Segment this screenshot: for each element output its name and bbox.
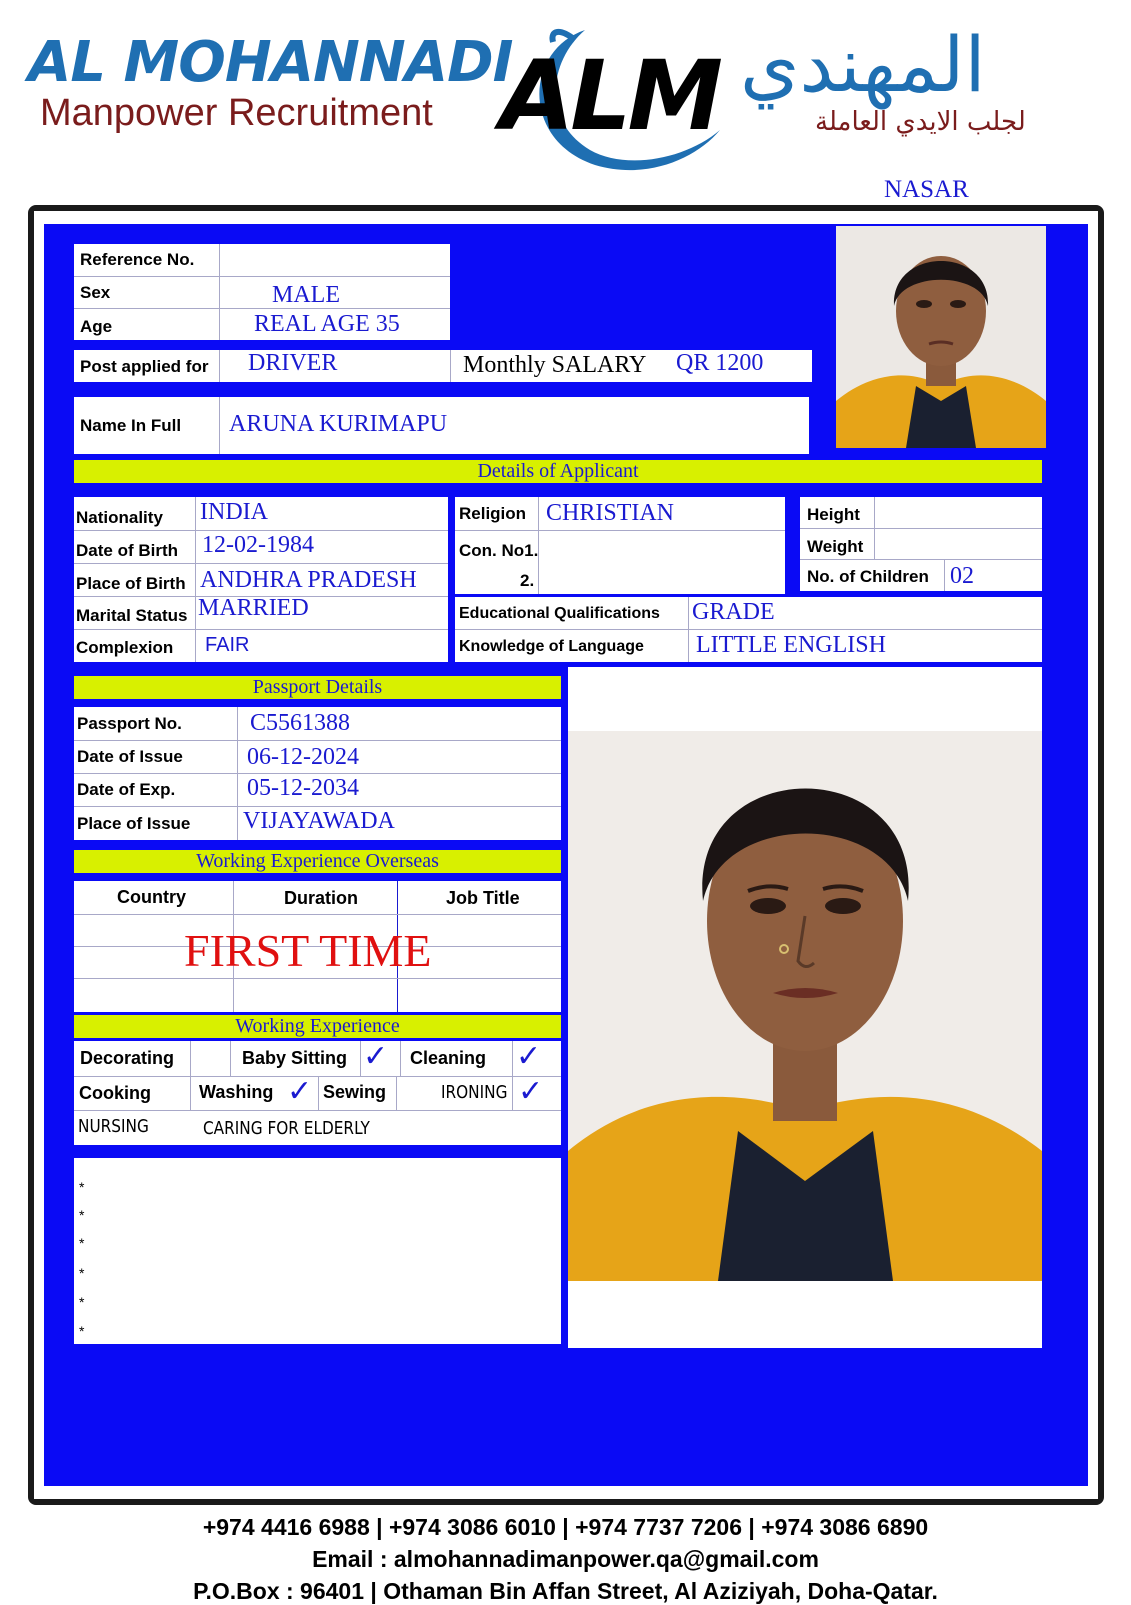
note-bullet: * (79, 1323, 85, 1339)
note-bullet: * (79, 1179, 85, 1195)
note-bullet: * (79, 1294, 85, 1310)
washing-check-icon: ✓ (287, 1074, 313, 1109)
marital-label: Marital Status (76, 606, 188, 625)
name-value: ARUNA KURIMAPU (229, 411, 448, 437)
exp-decorating: Decorating (80, 1048, 175, 1068)
note-bullet: * (79, 1265, 85, 1281)
exp-date-value: 05-12-2034 (247, 775, 359, 801)
place-issue-value: VIJAYAWADA (243, 808, 395, 834)
pob-label: Place of Birth (76, 574, 186, 593)
education-value: GRADE (692, 599, 775, 625)
salary-label: Monthly SALARY (463, 352, 647, 378)
con1-label: Con. No1. (459, 541, 539, 560)
issue-date-value: 06-12-2024 (247, 744, 359, 770)
weight-label: Weight (807, 537, 864, 556)
post-label: Post applied for (80, 357, 209, 376)
experience-header: Working Experience (74, 1015, 561, 1038)
marital-value: MARRIED (198, 595, 309, 621)
footer-phones: +974 4416 6988 | +974 3086 6010 | +974 7737 7206 | +974 3086 6890 (202, 1514, 929, 1540)
complexion-label: Complexion (76, 638, 174, 657)
company-name: AL MOHANNADI (28, 30, 513, 95)
details-header: Details of Applicant (74, 460, 1042, 483)
note-bullet: * (79, 1235, 85, 1251)
height-label: Height (807, 505, 860, 524)
arabic-tagline: لجلب الايدي العاملة (815, 107, 1026, 137)
age-value: REAL AGE 35 (254, 311, 400, 337)
company-subtitle: Manpower Recruitment (40, 92, 433, 134)
language-label: Knowledge of Language (459, 638, 644, 655)
place-issue-label: Place of Issue (77, 814, 191, 833)
children-label: No. of Children (807, 567, 929, 586)
exp-date-label: Date of Exp. (77, 780, 176, 799)
col-country: Country (117, 887, 186, 907)
religion-label: Religion (459, 504, 527, 523)
notes-box (74, 1158, 561, 1344)
salary-value: QR 1200 (676, 350, 764, 376)
issue-date-label: Date of Issue (77, 747, 183, 766)
post-value: DRIVER (248, 350, 338, 376)
dob-label: Date of Birth (76, 541, 178, 560)
complexion-value: FAIR (205, 634, 250, 656)
dob-value: 12-02-1984 (202, 532, 314, 558)
language-value: LITTLE ENGLISH (696, 632, 886, 658)
exp-caring-elderly: CARING FOR ELDERLY (203, 1118, 370, 1139)
passport-no-value: C5561388 (250, 710, 351, 736)
cleaning-check-icon: ✓ (516, 1039, 542, 1074)
nationality-label: Nationality (76, 508, 163, 527)
arabic-company-name: المهندي (740, 20, 986, 109)
con2-label: 2. (520, 571, 535, 590)
pob-value: ANDHRA PRADESH (200, 567, 417, 593)
exp-nursing: NURSING (78, 1116, 149, 1137)
exp-ironing: IRONING (441, 1082, 508, 1103)
nationality-value: INDIA (200, 499, 268, 525)
portrait-small-icon (836, 226, 1046, 448)
reference-label: Reference No. (80, 250, 195, 269)
exp-baby-sitting: Baby Sitting (242, 1048, 348, 1068)
age-label: Age (80, 317, 113, 336)
footer-email: Email : almohannadimanpower.qa@gmail.com (312, 1546, 819, 1572)
exp-washing: Washing (199, 1082, 274, 1102)
exp-sewing: Sewing (323, 1082, 387, 1102)
sex-label: Sex (80, 283, 111, 302)
children-value: 02 (950, 563, 974, 589)
baby-sitting-check-icon: ✓ (363, 1039, 389, 1074)
portrait-large-icon (568, 731, 1042, 1281)
religion-value: CHRISTIAN (546, 500, 675, 526)
first-time-stamp: FIRST TIME (184, 925, 432, 976)
ironing-check-icon: ✓ (518, 1074, 544, 1109)
footer-address: P.O.Box : 96401 | Othaman Bin Affan Street, Al Aziziyah, Doha-Qatar. (193, 1578, 938, 1604)
logo-mark: ALM (500, 40, 719, 152)
col-duration: Duration (284, 888, 358, 908)
sex-value: MALE (272, 282, 340, 308)
passport-no-label: Passport No. (77, 714, 182, 733)
note-bullet: * (79, 1207, 85, 1223)
applicant-photo-large (568, 731, 1042, 1281)
exp-cleaning: Cleaning (410, 1048, 487, 1068)
exp-cooking: Cooking (79, 1083, 151, 1103)
passport-header: Passport Details (74, 676, 561, 699)
education-label: Educational Qualifications (459, 605, 660, 622)
overseas-header: Working Experience Overseas (74, 850, 561, 873)
col-job-title: Job Title (446, 888, 520, 908)
applicant-photo-small (836, 226, 1046, 448)
agent-name: NASAR (884, 176, 969, 203)
name-label: Name In Full (80, 416, 182, 435)
